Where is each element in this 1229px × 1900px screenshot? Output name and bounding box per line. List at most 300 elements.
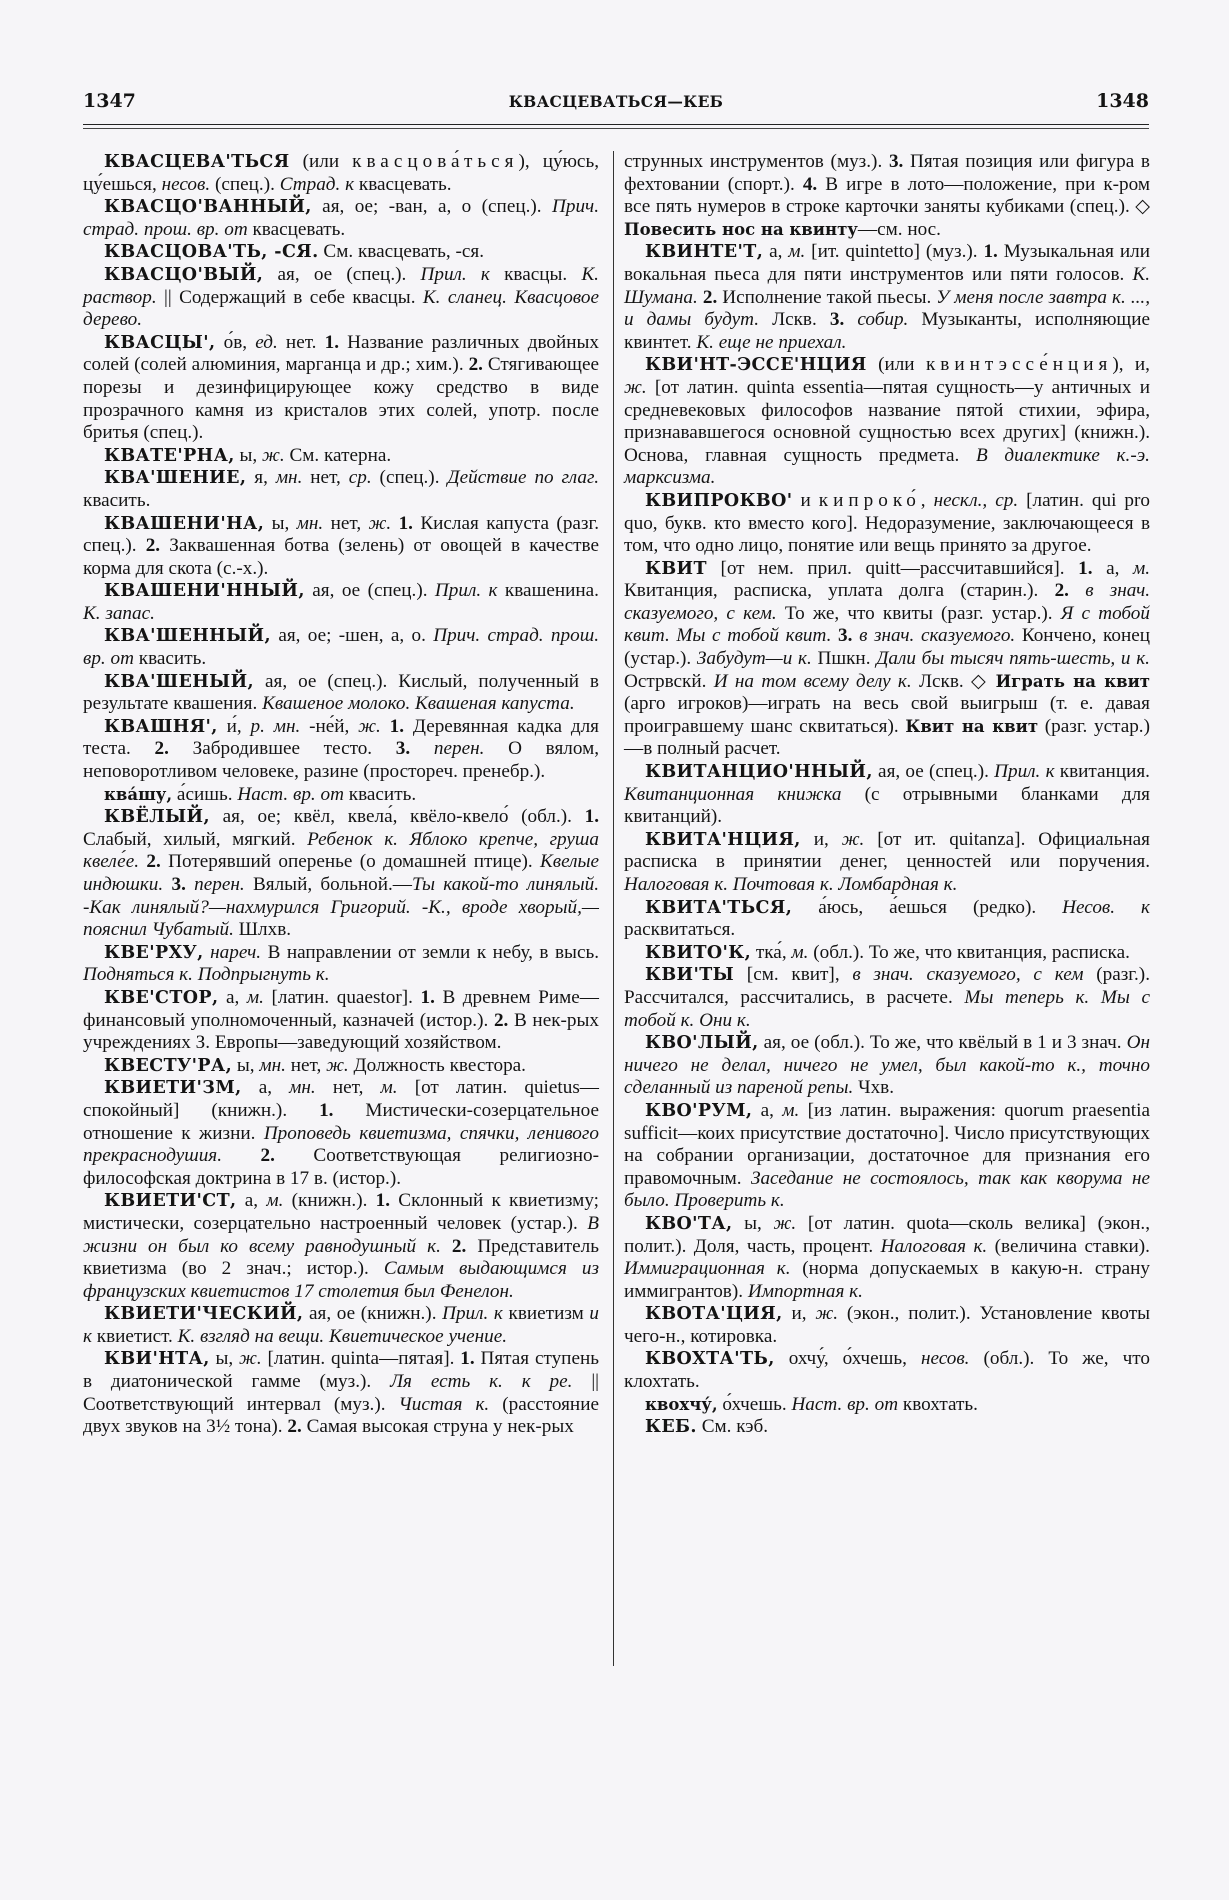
italic-text: ж. <box>326 1054 349 1076</box>
text: См. квасцевать, -ся. <box>318 241 484 263</box>
dictionary-entry <box>624 241 1150 354</box>
dictionary-column-left <box>83 151 599 1439</box>
text: нет, <box>285 1054 327 1076</box>
text: Кончено, конец (устар.). <box>624 625 1151 670</box>
italic-text: м. <box>1132 557 1150 579</box>
text: и́, <box>217 715 251 737</box>
text: Слабый, хилый, мягкий. <box>83 828 308 850</box>
sense-number: 1. <box>375 1190 391 1212</box>
italic-text: в знач. сказуемого, с кем. <box>624 580 1151 624</box>
italic-text: Иммиграционная к. <box>624 1258 791 1280</box>
dictionary-entry <box>83 716 599 784</box>
text: (с отрывными бланками для квитанций). <box>624 783 1150 828</box>
sense-number: 1. <box>398 512 413 534</box>
italic-text: м. <box>788 241 806 263</box>
italic-text: К. еще не приехал. <box>696 331 847 353</box>
text: См. кэб. <box>696 1416 769 1438</box>
dictionary-entry <box>83 241 599 264</box>
text: Название различных двойных солей (солей алюминия, марганца и др.; хим.). <box>83 331 600 376</box>
text: В игре в лото—положение, при к-ром все пять нумеров в строке карточки заняты кубиками (спец.). ◇ <box>624 173 1150 218</box>
text: а, <box>1092 557 1133 579</box>
text: [из латин. выражения: quorum praesentia sufficit—коих присутствие достаточно]. Число присутствующих на собрании организации, достаточное для признания его правомочным. <box>624 1099 1150 1189</box>
headword: КВЕСТУ'РА, <box>104 1055 233 1076</box>
dictionary-entry <box>83 151 599 196</box>
text: ая, ое (спец.). <box>263 263 421 285</box>
italic-text: Прил. к <box>434 580 498 602</box>
text: Лскв. ◇ <box>911 670 996 692</box>
text: ы, <box>209 1348 240 1370</box>
italic-text: ж. <box>841 828 865 850</box>
italic-text: Дали бы тысяч пять-шесть, и к. <box>876 648 1150 670</box>
text: ы, <box>732 1212 774 1234</box>
italic-text: м. <box>380 1077 398 1099</box>
spaced-variant: квинтэссе́нция <box>925 354 1113 376</box>
text <box>1069 580 1085 601</box>
text: а́юсь, а́ешься (редко). <box>792 896 1063 918</box>
headword: КВАСЦЫ', <box>104 332 216 353</box>
bold-phrase: Квит на квит <box>905 716 1039 736</box>
text: [латин. quaestor]. <box>263 986 421 1008</box>
text: Самая высокая струна у нек-рых <box>301 1416 574 1438</box>
italic-text: Прич. страд. прош. вр. от <box>83 196 599 240</box>
sense-number: 1. <box>420 986 435 1008</box>
text: (величина ставки). <box>987 1235 1150 1257</box>
italic-text: В жизни он был ко всему равнодушный к. <box>83 1212 599 1257</box>
italic-text: и к <box>83 1303 599 1347</box>
text <box>391 513 398 534</box>
running-head: КВАСЦЕВАТЬСЯ—КЕБ <box>508 92 724 111</box>
text: а, <box>763 241 789 263</box>
italic-text: Квашеное молоко. Квашеная капуста. <box>262 693 575 715</box>
sense-number: 2. <box>260 1145 275 1167</box>
text: Деревянная кадка для теста. <box>83 715 599 760</box>
sense-number: 3. <box>829 309 845 331</box>
text: || Соответствующий интервал (муз.). <box>83 1371 599 1415</box>
italic-text: ж. <box>239 1348 262 1370</box>
text: (обл.). То же, что клохтать. <box>624 1348 1150 1393</box>
italic-text: ж. <box>358 715 381 737</box>
text: (или <box>866 354 926 376</box>
text: Пшкн. <box>811 648 877 670</box>
text: квасить. <box>83 489 151 511</box>
italic-text: Подняться к. Подпрыгнуть к. <box>83 964 330 986</box>
dictionary-entry <box>83 445 599 468</box>
headword: КВИТ <box>645 558 707 579</box>
dictionary-entry <box>624 1100 1150 1213</box>
italic-text: нескл., ср. <box>933 489 1019 511</box>
italic-text: И на том всему делу к. <box>713 670 912 692</box>
text: (расстояние двух звуков на 3½ тона). <box>83 1393 599 1438</box>
text: и, <box>782 1303 816 1325</box>
headword: КВАШНЯ', <box>104 716 218 737</box>
headword: КВАСЦО'ВАННЫЙ, <box>104 197 312 218</box>
text: Стягивающее порезы и дезинфицирующее кожу средство в виде прозрачного камня из кристалов этих солей, употр. после бритья (спец.). <box>83 354 599 444</box>
italic-text: К. взгляд на вещи. Квиетическое учение. <box>177 1325 508 1347</box>
italic-text: Квитанционная книжка <box>624 783 842 805</box>
text: квохтать. <box>898 1393 978 1415</box>
text: Пятая позиция или фигура в фехтовании (спорт.). <box>624 151 1150 195</box>
text: Пятая ступень в диатонической гамме (муз.). <box>83 1348 599 1393</box>
text: ы, <box>234 444 263 466</box>
headword: КВА'ШЕННЫЙ, <box>104 626 271 647</box>
sense-number: 2. <box>154 738 169 760</box>
headword: КВАШЕНИ'ННЫЙ, <box>104 581 305 602</box>
headword: КВЕ'РХУ, <box>104 942 204 963</box>
italic-text: Несов. к <box>1062 896 1151 918</box>
text: (или <box>289 151 353 172</box>
text: -не́й, <box>300 715 359 737</box>
italic-text: Квелые индюшки. <box>83 851 600 895</box>
text: квитанция. <box>1054 761 1150 783</box>
italic-text: ж. <box>624 376 647 398</box>
text: [от ит. quitanza]. Официальная расписка в принятии денег, ценностей или поручения. <box>624 828 1150 873</box>
italic-text: Заседание не состоялось, так как кворума не было. Проверить к. <box>624 1167 1150 1212</box>
headword: КВИТА'НЦИЯ, <box>645 829 801 850</box>
text: квасцевать. <box>247 218 346 240</box>
headword: КВИЕТИ'СТ, <box>104 1191 237 1212</box>
italic-text: перен. <box>433 738 485 760</box>
dictionary-entry <box>624 1303 1150 1348</box>
italic-text: Самым выдающимся из французских квиетистов 17 столетия был Фенелон. <box>83 1258 599 1302</box>
sense-number: 1. <box>324 331 339 353</box>
dictionary-entry <box>624 490 1150 558</box>
dictionary-entry <box>624 942 1150 965</box>
headword: КВАСЦОВА'ТЬ, -СЯ. <box>104 242 319 263</box>
text: квасить. <box>133 648 207 670</box>
text: (норма допускаемых в какую-н. страну иммигрантов). <box>624 1258 1150 1302</box>
dictionary-entry <box>624 558 1150 761</box>
italic-text: Я с тобой квит. Мы с тобой квит. <box>624 602 1150 647</box>
italic-text: м. <box>246 986 264 1008</box>
italic-text: Действие по глаг. <box>447 467 599 489</box>
italic-text: Забудут—и к. <box>696 648 812 670</box>
spaced-variant: кипроко́ <box>818 489 921 511</box>
sense-number: 2. <box>468 354 483 376</box>
italic-text: мн. <box>296 512 324 534</box>
dictionary-entry <box>83 1348 599 1438</box>
italic-text: несов. <box>920 1348 970 1370</box>
italic-text: Импортная к. <box>747 1280 863 1302</box>
headword: КВОТА'ЦИЯ, <box>645 1304 783 1325</box>
italic-text: нареч. <box>203 941 262 963</box>
italic-text: мн. <box>259 1054 286 1076</box>
dictionary-entry <box>83 513 599 581</box>
sense-number: 1. <box>1078 557 1093 579</box>
text: [см. квит], <box>734 964 853 986</box>
italic-text: ср. <box>348 467 372 489</box>
text: а, <box>752 1099 783 1121</box>
text: тка́, <box>751 941 792 963</box>
text: Лскв. <box>759 309 830 331</box>
text: а, <box>218 986 247 1008</box>
text: нет, <box>302 467 349 489</box>
column-divider <box>613 151 614 1666</box>
headword: КВА'ШЕНИЕ, <box>104 468 247 489</box>
sense-number: 2. <box>145 535 161 557</box>
text: В нек-рых учреждениях З. Европы—заведующий хозяйством. <box>83 1009 600 1054</box>
dictionary-entry <box>624 1394 1150 1417</box>
italic-text: Налоговая к. <box>880 1235 988 1257</box>
page-number-left: 1347 <box>83 90 136 112</box>
text: (арго игроков)—играть на весь свой выигрыш (т. е. давая проигравшему шанс сквитаться). <box>624 693 1150 737</box>
text <box>410 738 434 759</box>
headword: КВИ'НТ-ЭССЕ'НЦИЯ <box>645 355 867 376</box>
dictionary-entry <box>83 784 599 807</box>
text: ая, ое (спец.). <box>872 761 995 783</box>
italic-text: Наст. вр. от <box>237 783 344 805</box>
dictionary-entry <box>83 196 599 241</box>
italic-text: Страд. к <box>279 173 355 195</box>
text: ая, ое; -шен, а, о. <box>270 625 434 647</box>
italic-text: м. <box>782 1099 800 1121</box>
text: О вялом, неповоротливом человеке, разине (простореч. пренебр.). <box>83 738 600 783</box>
dictionary-entry <box>624 354 1150 490</box>
text: и <box>792 489 819 511</box>
text: а́сишь. <box>172 783 238 805</box>
italic-text: собир. <box>857 309 909 331</box>
text: ая, ое; квёл, квела́, квёло-квело́ (обл.). <box>209 806 585 828</box>
sense-number: 3. <box>838 625 853 647</box>
text: (обл.). То же, что квитанция, расписка. <box>808 941 1130 963</box>
text: Шлхв. <box>233 919 292 941</box>
sense-number: 3. <box>395 738 411 760</box>
bold-phrase: Повесить нос на квинту <box>624 219 858 239</box>
text: Острвскй. <box>624 670 714 692</box>
text: (спец.). <box>371 467 448 489</box>
dictionary-entry <box>83 1190 599 1303</box>
text: Музыканты, исполняющие квинтет. <box>624 309 1150 353</box>
text: Забродившее тесто. <box>168 738 396 760</box>
dictionary-entry <box>83 580 599 625</box>
headword: КВИТА'ТЬСЯ, <box>645 897 793 918</box>
text: расквитаться. <box>624 919 736 941</box>
text: а, <box>236 1190 267 1212</box>
italic-text: К. сланец. Квасцовое дерево. <box>83 286 599 331</box>
italic-text: Налоговая к. Почтовая к. Ломбардная к. <box>624 874 958 895</box>
headword: КВИЕТИ'ЗМ, <box>104 1078 242 1099</box>
headword: КВИ'ТЫ <box>645 965 735 986</box>
dictionary-entry <box>624 964 1150 1032</box>
dictionary-entry <box>624 1213 1150 1303</box>
text: ая, ое (обл.). То же, что квёлый в 1 и 3 знач. <box>758 1032 1127 1054</box>
text <box>441 1236 452 1257</box>
headword: КВИТО'К, <box>645 942 752 963</box>
headword: КВИЕТИ'ЧЕСКИЙ, <box>104 1304 304 1325</box>
sense-number: 1. <box>584 806 599 828</box>
headword: КЕБ. <box>645 1417 697 1438</box>
text: (экон., полит.). Установление квоты чего-н., котировка. <box>624 1303 1150 1347</box>
text: Вялый, больной.— <box>244 874 412 895</box>
dictionary-entry <box>83 264 599 332</box>
text <box>844 309 857 330</box>
text: а, <box>241 1077 290 1099</box>
text: [от латин. quietus—спокойный] (книжн.). <box>83 1077 599 1121</box>
text: Музыкальная или вокальная пьеса для пяти инструментов или пяти голосов. <box>624 241 1150 285</box>
sense-number: 2. <box>493 1009 509 1031</box>
headword: КВО'РУМ, <box>645 1100 753 1121</box>
headword: КВАСЦЕВА'ТЬСЯ <box>104 152 290 172</box>
text: (разг.). Рассчитался, рассчитались, в расчете. <box>624 964 1150 1008</box>
text: я, <box>246 467 276 489</box>
text: [ит. quintetto] (муз.). <box>805 241 984 263</box>
sense-number: 3. <box>171 874 186 895</box>
text: Квитанция, расписка, уплата долга (старин.). <box>624 580 1055 602</box>
text: нет, <box>315 1077 381 1099</box>
italic-text: Прил. к <box>994 761 1055 783</box>
sense-number: 1. <box>319 1099 334 1121</box>
italic-text: ж. <box>368 512 392 534</box>
italic-text: Чистая к. <box>398 1393 490 1415</box>
text: Мистически-созерцательное отношение к жизни. <box>83 1099 599 1144</box>
text: —см. нос. <box>857 218 941 240</box>
text: То же, что квиты (разг. устар.). <box>776 602 1061 624</box>
spaced-variant: квасцова́ться <box>352 151 519 172</box>
page-number-right: 1348 <box>1096 90 1149 112</box>
dictionary-column-right <box>624 151 1150 1439</box>
italic-text: в знач. сказуемого, с кем <box>852 964 1084 986</box>
sense-number: 4. <box>802 173 818 195</box>
sense-number: 2. <box>1054 580 1069 602</box>
text: (книжн.). <box>283 1190 376 1212</box>
text: Чхв. <box>853 1077 895 1099</box>
headword: КВИНТЕ'Т, <box>645 242 764 263</box>
italic-text: перен. <box>194 874 245 895</box>
bold-phrase: квохчу́, <box>645 1394 718 1414</box>
sense-number: 1. <box>983 241 998 263</box>
italic-text: В диалектике к.-э. марксизма. <box>624 444 1150 489</box>
text <box>186 874 194 895</box>
italic-text: мн. <box>289 1077 316 1099</box>
text: [латин. qui pro quo, букв. кто вместо кого]. Недоразумение, заключающееся в том, что одно лицо, понятие или вещь принято за другое. <box>624 489 1150 557</box>
headword: КВАТЕ'РНА, <box>104 445 235 466</box>
dictionary-entry <box>83 671 599 716</box>
text: квиетизм <box>502 1303 590 1325</box>
text: квашенина. <box>497 580 599 602</box>
italic-text: Ля есть к. к ре. <box>390 1371 573 1393</box>
italic-text: Прил. к <box>420 263 490 285</box>
text: ая, ое (книжн.). <box>303 1303 443 1325</box>
headword: КВЁЛЫЙ, <box>104 807 210 828</box>
text: и, <box>800 828 842 850</box>
text: [от нем. прил. quitt—рассчитавшийся]. <box>706 557 1079 579</box>
dictionary-entry <box>83 1303 599 1348</box>
entry-continuation <box>624 151 1150 241</box>
text <box>381 716 390 737</box>
text: Потерявший оперенье (о домашней птице). <box>160 851 541 873</box>
text: Соответствующая религиозно-философская доктрина в 17 в. (истор.). <box>83 1145 599 1189</box>
text: квасцевать. <box>354 173 452 195</box>
dictionary-entry <box>83 467 599 512</box>
text: , <box>920 489 934 511</box>
text: || Содержащий в себе квасцы. <box>156 286 423 308</box>
italic-text: в знач. сказуемого. <box>859 625 1016 647</box>
italic-text: мн. <box>275 467 303 489</box>
dictionary-entry <box>83 1077 599 1190</box>
text: квиетист. <box>91 1325 178 1347</box>
headword: КВОХТА'ТЬ, <box>645 1349 775 1370</box>
dictionary-entry <box>624 1348 1150 1393</box>
dictionary-entry <box>624 1416 1150 1439</box>
italic-text: К. запас. <box>83 602 155 624</box>
dictionary-entry <box>624 1032 1150 1100</box>
headword: КВИТАНЦИО'ННЫЙ, <box>645 762 873 783</box>
headword: КВА'ШЕНЫЙ, <box>104 671 255 692</box>
dictionary-entry <box>83 625 599 670</box>
text <box>222 1145 261 1166</box>
text: [латин. quinta—пятая]. <box>261 1348 461 1370</box>
text: Должность квестора. <box>348 1054 526 1076</box>
text: Кислая капуста (разг. спец.). <box>83 512 600 557</box>
italic-text: Проповедь квиетизма, спячки, ленивого прекраснодушия. <box>83 1122 599 1167</box>
dictionary-entry <box>83 1055 599 1078</box>
sense-number: 2. <box>702 286 718 308</box>
headword: КВО'ТА, <box>645 1213 733 1234</box>
italic-text: ж. <box>773 1212 797 1234</box>
text: ), и, <box>1112 354 1150 376</box>
text: охчу́, о́хчешь, <box>774 1348 921 1370</box>
text: ), цу́юсь, цу́ешься, <box>83 151 599 195</box>
text: квасцы. <box>489 263 582 285</box>
headword: КВАСЦО'ВЫЙ, <box>104 264 264 285</box>
headword: КВО'ЛЫЙ, <box>645 1033 759 1054</box>
dictionary-entry <box>83 332 599 445</box>
italic-text: м. <box>266 1190 284 1212</box>
dictionary-entry <box>624 761 1150 829</box>
italic-text: ж. <box>815 1303 839 1325</box>
text: ы, <box>264 512 297 534</box>
text: (спец.). <box>210 173 280 195</box>
page-header <box>83 90 1149 120</box>
text: См. катерна. <box>284 444 392 466</box>
headword: КВИПРОКВО' <box>645 490 793 511</box>
dictionary-entry <box>83 942 599 987</box>
dictionary-entry <box>624 897 1150 942</box>
italic-text: р. мн. <box>250 715 301 737</box>
dictionary-entry <box>83 987 599 1055</box>
text: о́в, <box>215 331 256 353</box>
dictionary-entry <box>83 806 599 942</box>
text: В направлении от земли к небу, в высь. <box>261 941 600 963</box>
bold-phrase: ква́шу, <box>104 784 173 804</box>
text: Исполнение такой пьесы. <box>717 286 937 308</box>
text: В древнем Риме—финансовый уполномоченный, казначей (истор.). <box>83 986 599 1031</box>
headword: КВАШЕНИ'НА, <box>104 513 265 534</box>
text: квасить. <box>343 783 417 805</box>
text: Представитель квиетизма (во 2 знач.; истор.). <box>83 1235 600 1280</box>
text: ая, ое; -ван, а, о (спец.). <box>311 196 552 218</box>
bold-phrase: Играть на квит <box>995 671 1151 691</box>
sense-number: 2. <box>146 851 161 873</box>
italic-text: Мы теперь к. Мы с тобой к. Они к. <box>624 986 1150 1031</box>
headword: КВИ'НТА, <box>104 1349 210 1370</box>
italic-text: ед. <box>255 331 278 353</box>
text: ая, ое (спец.). <box>304 580 435 602</box>
text: ы, <box>232 1054 260 1076</box>
italic-text: м. <box>791 941 809 963</box>
dictionary-entry <box>624 829 1150 897</box>
italic-text: У меня после завтра к. ..., и дамы будут. <box>624 286 1151 331</box>
text: (разг. устар.)—в полный расчет. <box>624 715 1150 760</box>
text: струнных инструментов (муз.). <box>624 151 889 172</box>
sense-number: 3. <box>888 151 904 172</box>
headword: КВЕ'СТОР, <box>104 987 219 1008</box>
italic-text: ж. <box>262 444 285 466</box>
italic-text: К. Шумана. <box>624 263 1150 308</box>
text: ая, ое (спец.). Кислый, полученный в результате квашения. <box>83 670 599 715</box>
sense-number: 1. <box>389 715 405 737</box>
text: Склонный к квиетизму; мистически, созерцательно настроенный человек (устар.). <box>83 1190 599 1234</box>
italic-text: Ты какой-то линялый. -Как линялый?—нахмурился Григорий. -К., вроде хворый,—пояснил Чубатый. <box>83 874 600 941</box>
